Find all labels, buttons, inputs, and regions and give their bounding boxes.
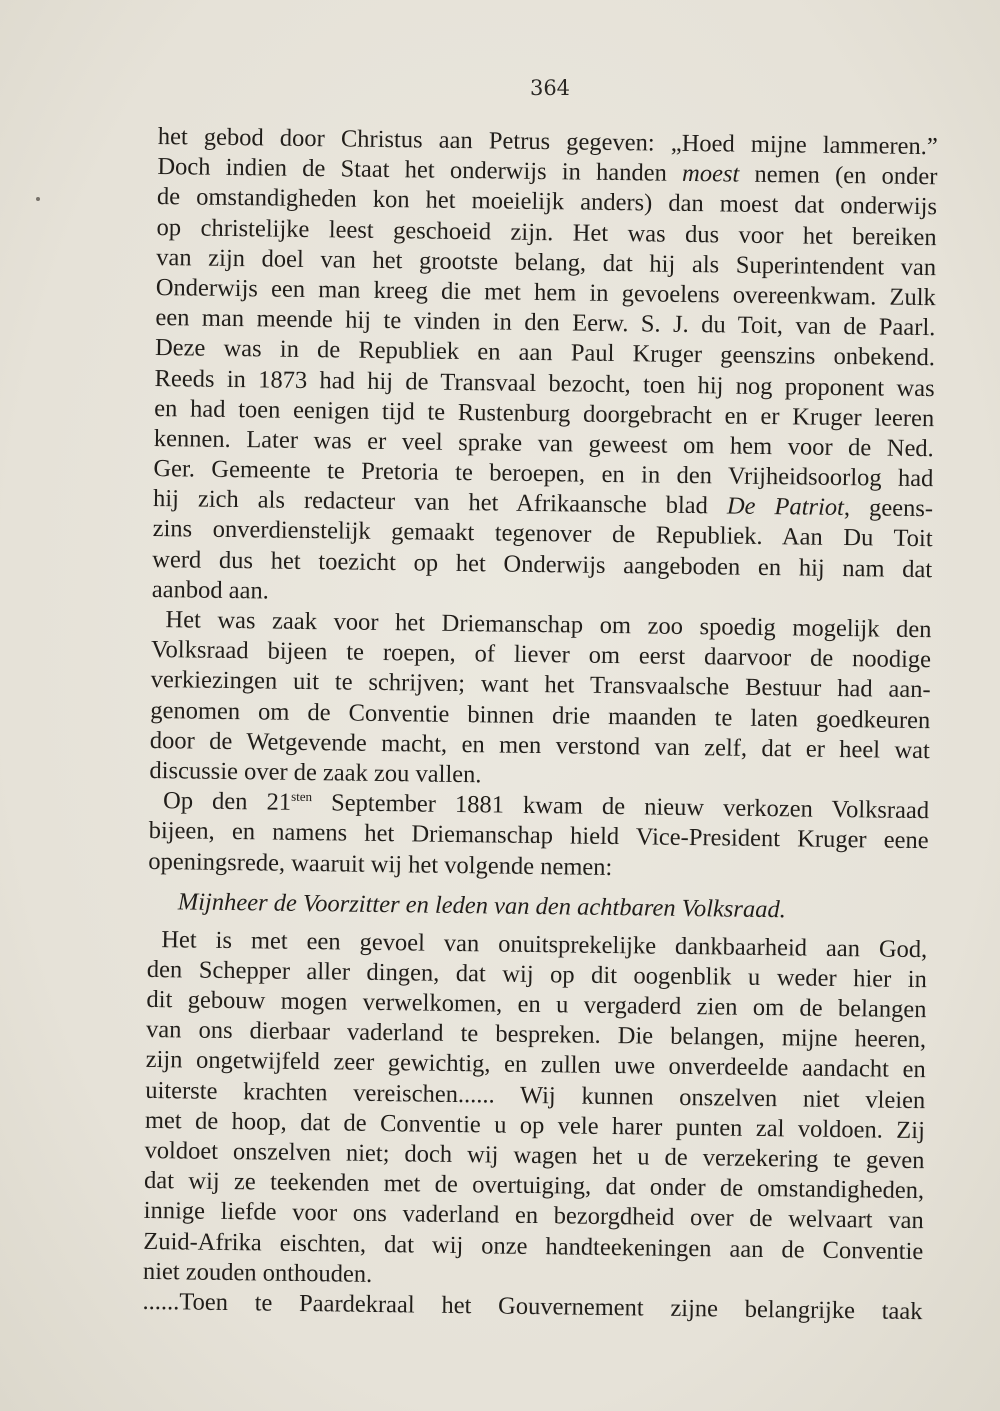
emphasis-text: moest (681, 160, 740, 188)
text-line: Het is met een gevoel van onuitsprekelijke dankbaarheid aan God, (161, 925, 928, 963)
text-line: Zuid-Afrika eischten, dat wij onze handteekeningen aan de Conventie (143, 1227, 924, 1265)
text-line: van ons dierbaar vaderland te bespreken. Die belangen, mijne heeren, (145, 1016, 927, 1054)
text-line: en had toen eenigen tijd te Rustenburg doorgebracht en er Kruger leeren (154, 394, 935, 432)
paragraph-2 (149, 605, 931, 796)
text-line: Het was zaak voor het Driemanschap om zoo spoedig mogelijk den (165, 606, 932, 644)
text-line: werd dus het toezicht op het Onderwijs aangeboden en hij nam dat (152, 545, 933, 583)
text-line: kennen. Later was er veel sprake van geweest om hem voor de Ned. (153, 424, 934, 463)
text-line: met de hoop, dat de Conventie u op vele harer punten zal voldoen. Zij (144, 1106, 926, 1144)
text-line: Ger. Gemeente te Pretoria te beroepen, en in den Vrijheidsoorlog had (153, 455, 934, 493)
paragraph-1 (152, 122, 938, 615)
text-line: Deze was in de Republiek en aan Paul Kruger geenszins onbekend. (154, 334, 936, 372)
text-line: van zijn doel van het grootste belang, dat hij als Superintendent van (156, 243, 937, 281)
text-line: verkiezingen uit te schrijven; want het Transvaalsche Bestuur had aan- (150, 666, 931, 704)
page-number: 364 (529, 76, 571, 100)
text-line: uiterste krachten vereischen...... Wij kunnen onszelven niet vleien (145, 1076, 926, 1114)
text-line: Volksraad bijeen te roepen, of liever om eerst daarvoor de noodige (150, 636, 932, 674)
text-span: September 1881 kwam de nieuw verkozen Volksraad (311, 789, 930, 825)
body-text (142, 122, 938, 1327)
text-span: , geens- (843, 494, 934, 523)
text-line: discussie over de zaak zou vallen. (149, 756, 482, 789)
text-line: op christelijke leest geschoeid zijn. Het was dus voor het bereiken (156, 213, 937, 251)
text-span: Op den 21 (162, 787, 292, 816)
text-span: hij zich als redacteur van het Afrikaansche blad (152, 485, 728, 520)
text-line: zijn ongetwijfeld zeer gewichtig, en zullen uwe onverdeelde aandacht en (145, 1046, 926, 1084)
text-line: een man meende hij te vinden in den Eerw. S. J. du Toit, van de Paarl. (155, 304, 936, 342)
speech-salutation: Mijnheer de Voorzitter en leden van den achtbaren Volksraad. (177, 888, 786, 923)
text-line: voldoet onszelven niet; doch wij wagen het u de verzekering te geven (144, 1136, 925, 1175)
margin-speck (36, 197, 40, 201)
text-line: bijeen, en namens het Driemanschap hield Vice-President Kruger eene (148, 817, 929, 855)
text-line: openingsrede, waaruit wij het volgende nemen: (148, 847, 613, 881)
text-line: het gebod door Christus aan Petrus gegeven: „Hoed mijne lammeren.” (157, 122, 938, 161)
text-line: niet zouden onthouden. (142, 1257, 373, 1288)
text-line: dit gebouw mogen verwelkomen, en u vergaderd zien om de belangen (146, 985, 927, 1024)
text-line: Onderwijs een man kreeg die met hem in gevoelens overeenkwam. Zulk (155, 273, 936, 312)
text-line: innige liefde voor ons vaderland en bezorgdheid over de welvaart van (143, 1197, 924, 1235)
text-line: aanbod aan. (151, 575, 270, 605)
text-line: de omstandigheden kon het moeielijk anders) dan moest dat onderwijs (156, 183, 938, 221)
text-line: genomen om de Conventie binnen drie maanden te laten goedkeuren (150, 696, 931, 734)
paragraph-4 (143, 925, 928, 1297)
text-span: Doch indien de Staat het onderwijs in handen (157, 153, 683, 188)
text-line: zins onverdienstelijk gemaakt tegenover de Republiek. Aan Du Toit (152, 515, 933, 553)
text-line: ......Toen te Paardekraal het Gouvernement zijne belangrijke taak (142, 1287, 923, 1326)
emphasis-text: De Patriot (726, 492, 845, 522)
text-line: dat wij ze teekenden met de overtuiging, dat onder de omstandigheden, (143, 1167, 925, 1205)
text-line: den Schepper aller dingen, dat wij op dit oogenblik u weder hier in (146, 955, 928, 994)
text-line: Reeds in 1873 had hij de Transvaal bezocht, toen hij nog proponent was (154, 364, 935, 402)
text-span: nemen (en onder (739, 160, 938, 191)
paragraph-3 (148, 786, 929, 887)
ordinal-superscript: sten (291, 788, 313, 805)
text-line: door de Wetgevende macht, en men verstond van zelf, dat er heel wat (149, 726, 931, 764)
